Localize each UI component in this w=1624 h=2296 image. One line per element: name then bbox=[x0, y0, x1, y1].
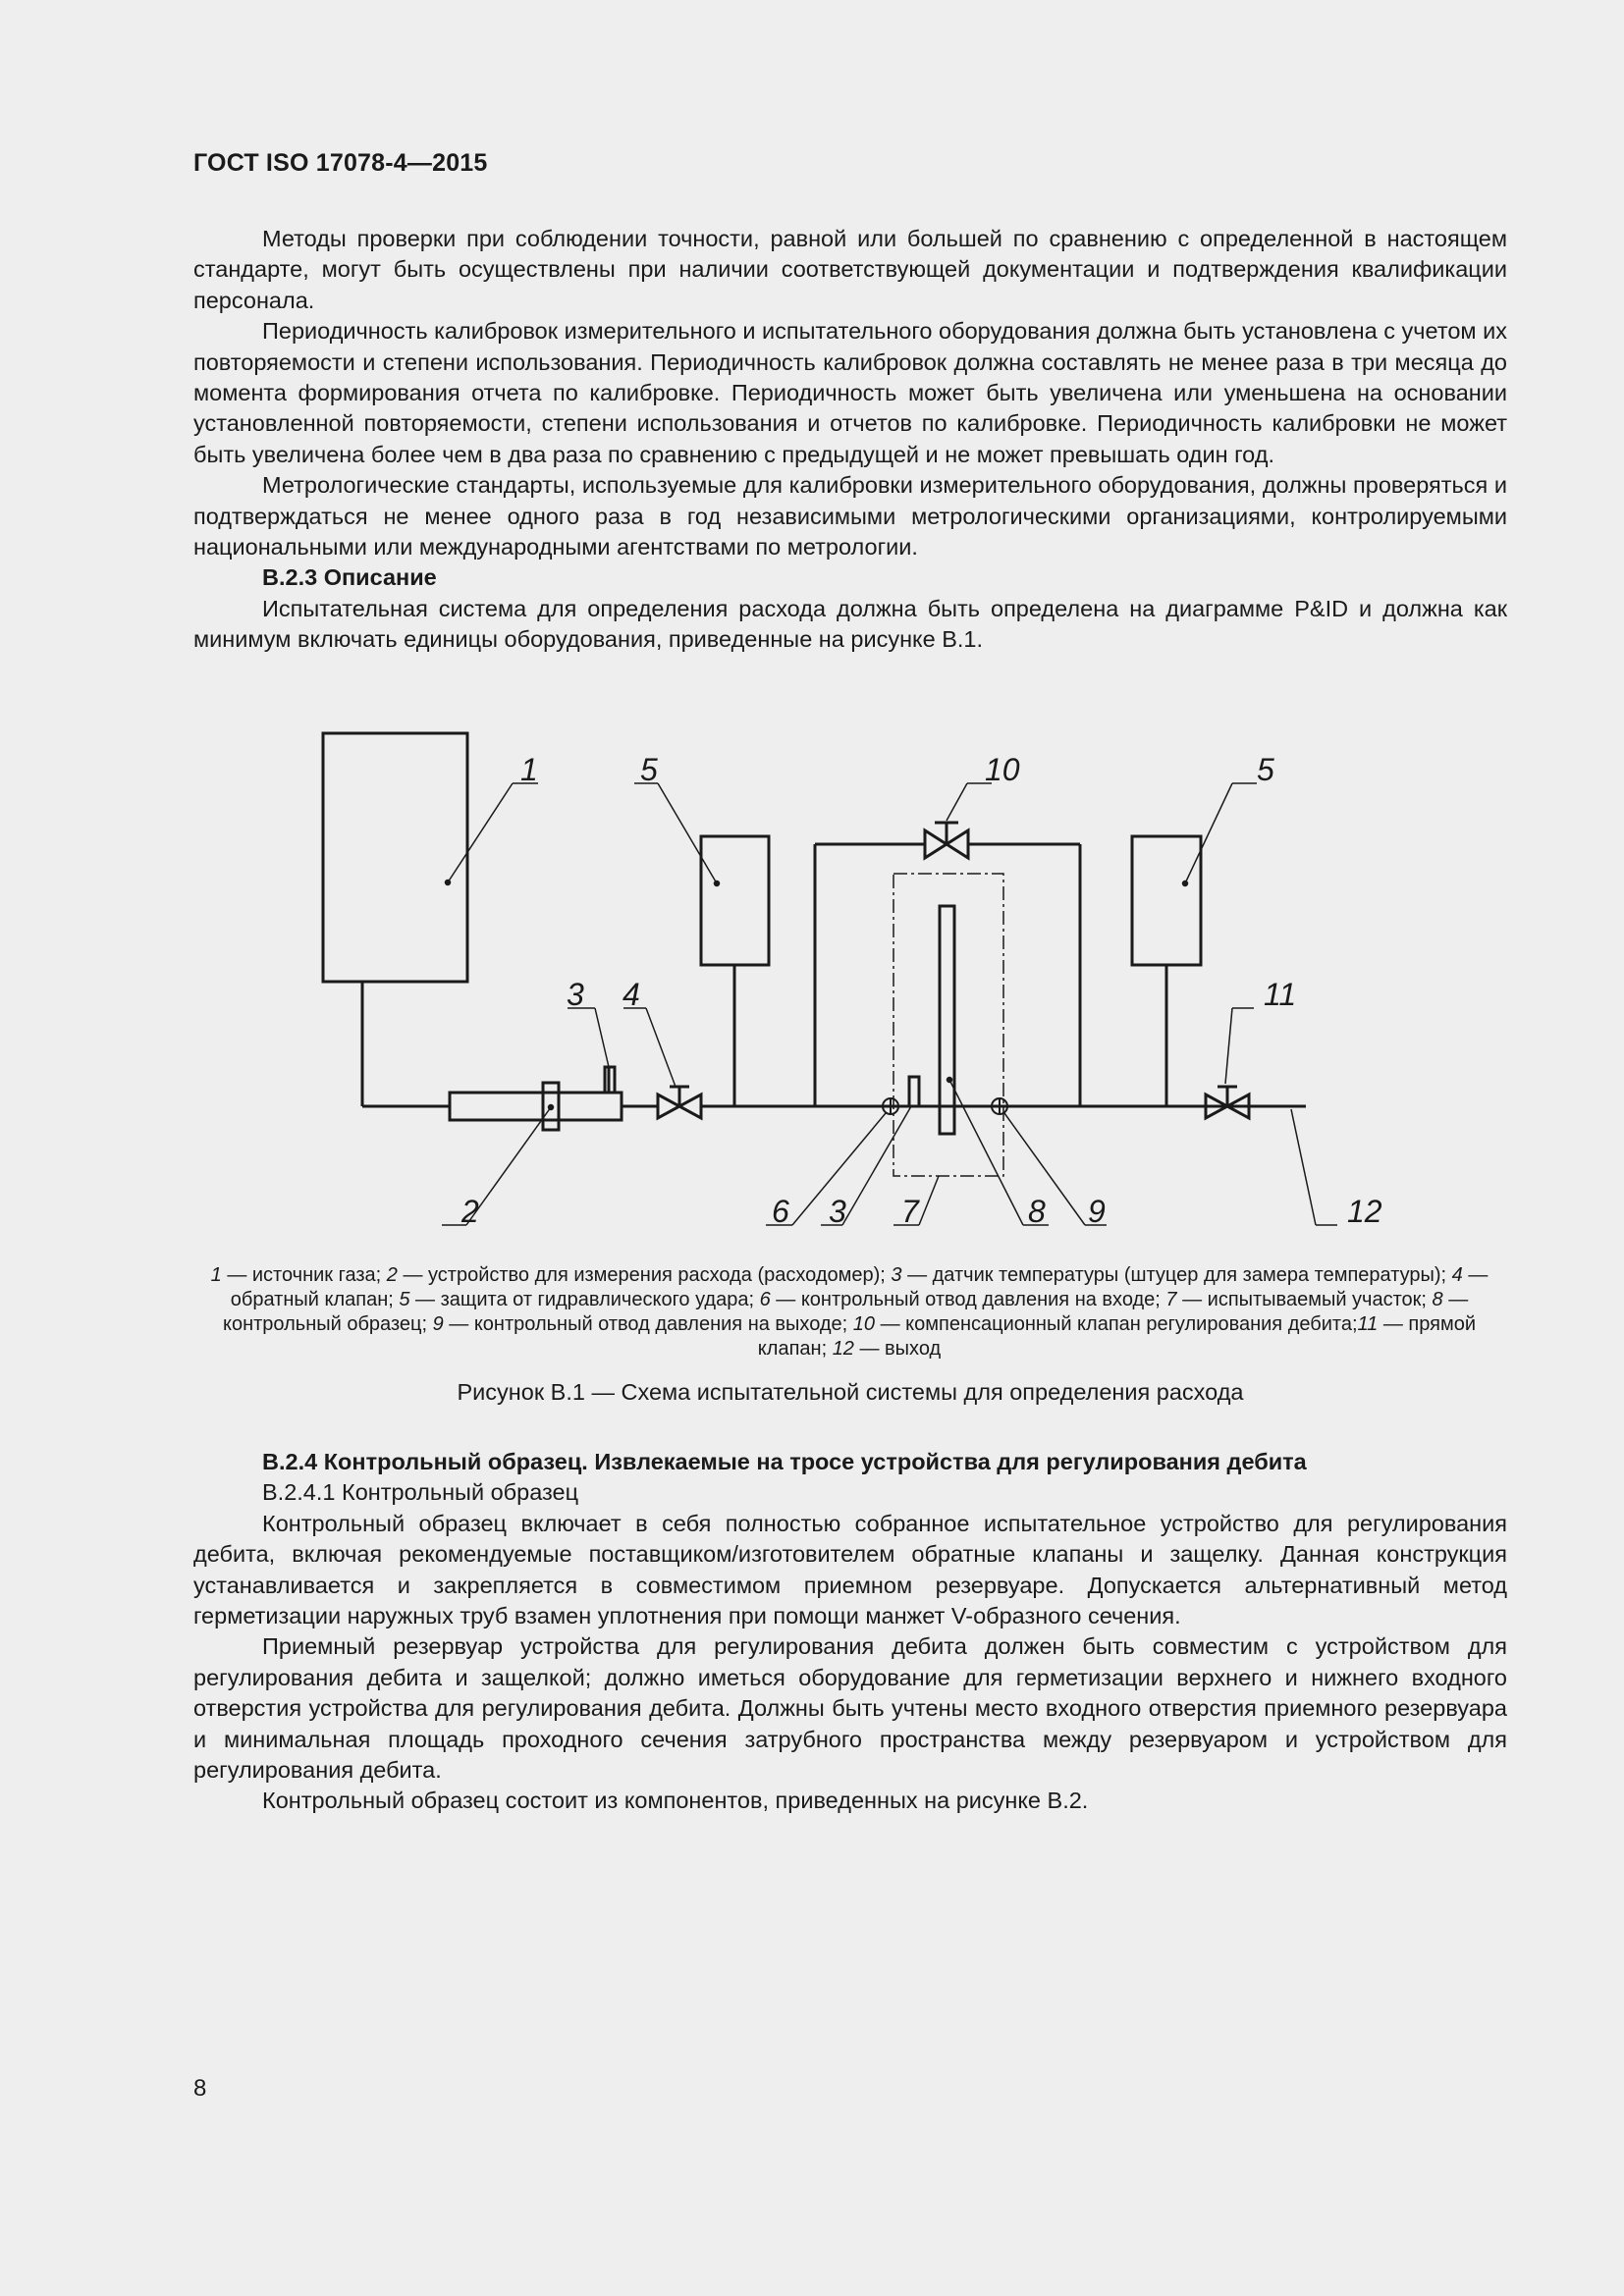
gas-source-box bbox=[323, 733, 467, 982]
figure-legend bbox=[196, 1263, 1502, 1362]
label-3-inner: 3 bbox=[829, 1194, 846, 1229]
label-10: 10 bbox=[985, 752, 1020, 787]
legend-item-3: 3 — датчик температуры (штуцер для замера температуры); bbox=[891, 1264, 1452, 1286]
figure-caption: Рисунок B.1 — Схема испытательной системы для определения расхода bbox=[457, 1379, 1244, 1405]
flow-test-system-schematic bbox=[295, 717, 1382, 1237]
legend-item-4: 4 — обратный клапан; bbox=[230, 1264, 1489, 1310]
legend-item-6: 6 — контрольный отвод давления на входе; bbox=[759, 1289, 1166, 1310]
legend-item-8: 8 — контрольный образец; bbox=[223, 1289, 1469, 1335]
water-hammer-protection-left bbox=[701, 836, 769, 965]
label-5-left: 5 bbox=[640, 752, 658, 787]
water-hammer-protection-right bbox=[1132, 836, 1201, 965]
body-text-top bbox=[193, 224, 1507, 656]
bottom-paragraph: Приемный резервуар устройства для регулирования дебита должен быть совместим с устройством для регулирования дебита и защелкой; должно иметься оборудование для герметизации верхнего и нижнего входного отверстия устройства для регулирования дебита. Должны быть учтены место входного отверстия приемного резервуара и минимальная площадь проходного сечения затрубного пространства между резервуаром и устройством для регулирования дебита. bbox=[193, 1633, 1507, 1784]
legend-item-1: 1 — источник газа; bbox=[210, 1264, 387, 1286]
label-1: 1 bbox=[520, 752, 538, 787]
legend-item-10: 10 — компенсационный клапан регулирования дебита; bbox=[852, 1313, 1358, 1335]
bottom-heading: B.2.4 Контрольный образец. Извлекаемые на тросе устройства для регулирования дебита bbox=[262, 1449, 1307, 1474]
inner-temperature-sensor bbox=[909, 1077, 919, 1106]
legend-item-2: 2 — устройство для измерения расхода (расходомер); bbox=[386, 1264, 892, 1286]
top-heading: B.2.3 Описание bbox=[262, 564, 437, 591]
bottom-paragraph: Контрольный образец включает в себя полностью собранное испытательное устройство для регулирования дебита, включая рекомендуемые поставщиком/изготовителем обратные клапаны и защелку. Данная конструкция устанавливается и закрепляется в совместимом приемном резервуаре. Допускается альтернативный метод герметизации наружных труб взамен уплотнения при помощи манжет V-образного сечения. bbox=[193, 1510, 1507, 1629]
bottom-paragraph: Контрольный образец состоит из компонентов, приведенных на рисунке B.2. bbox=[262, 1788, 1089, 1814]
label-12: 12 bbox=[1347, 1194, 1382, 1229]
label-4: 4 bbox=[623, 977, 640, 1012]
label-5-right: 5 bbox=[1257, 752, 1274, 787]
legend-item-12: 12 — выход bbox=[832, 1338, 942, 1360]
legend-item-5: 5 — защита от гидравлического удара; bbox=[399, 1289, 760, 1310]
label-9: 9 bbox=[1088, 1194, 1106, 1229]
legend-item-11: 11 — прямой клапан; bbox=[757, 1313, 1476, 1360]
top-paragraph: Испытательная система для определения расхода должна быть определена на диаграмме P&ID и должна как минимум включать единицы оборудования, приведенные на рисунке B.1. bbox=[193, 595, 1507, 653]
label-7: 7 bbox=[901, 1194, 919, 1229]
label-6: 6 bbox=[772, 1194, 789, 1229]
label-11: 11 bbox=[1264, 977, 1297, 1012]
figure-b1-diagram bbox=[295, 717, 1382, 1237]
legend-item-7: 7 — испытываемый участок; bbox=[1165, 1289, 1433, 1310]
bottom-paragraph: B.2.4.1 Контрольный образец bbox=[262, 1479, 579, 1506]
label-2: 2 bbox=[461, 1194, 479, 1229]
top-paragraph: Периодичность калибровок измерительного и испытательного оборудования должна быть установлена с учетом их повторяемости и степени использования. Периодичность калибровок должна составлять не менее раза в три месяца до момента формирования отчета по калибровке. Периодичность может быть увеличена или уменьшена на основании установленной повторяемости, степени использования и отчетов по калибровке. Периодичность калибровки не может быть увеличена более чем в два раза по сравнению с предыдущей и не может превышать один год. bbox=[193, 318, 1507, 467]
control-sample bbox=[940, 906, 954, 1134]
top-paragraph: Методы проверки при соблюдении точности, равной или большей по сравнению с определенной в настоящем стандарте, могут быть осуществлены при наличии соответствующей документации и подтверждения квалификации персонала. bbox=[193, 226, 1507, 313]
test-section bbox=[893, 874, 1003, 1176]
label-8: 8 bbox=[1028, 1194, 1046, 1229]
body-text-bottom bbox=[193, 1447, 1507, 1817]
top-paragraph: Метрологические стандарты, используемые для калибровки измерительного оборудования, должны проверяться и подтверждаться не менее одного раза в год независимыми метрологическими организациями, контролируемыми национальными или международными агентствами по метрологии. bbox=[193, 472, 1507, 561]
label-3: 3 bbox=[567, 977, 584, 1012]
page-number: 8 bbox=[193, 2075, 207, 2102]
document-header: ГОСТ ISO 17078-4—2015 bbox=[193, 149, 488, 177]
flow-meter bbox=[450, 1093, 622, 1120]
legend-item-9: 9 — контрольный отвод давления на выходе; bbox=[432, 1313, 853, 1335]
